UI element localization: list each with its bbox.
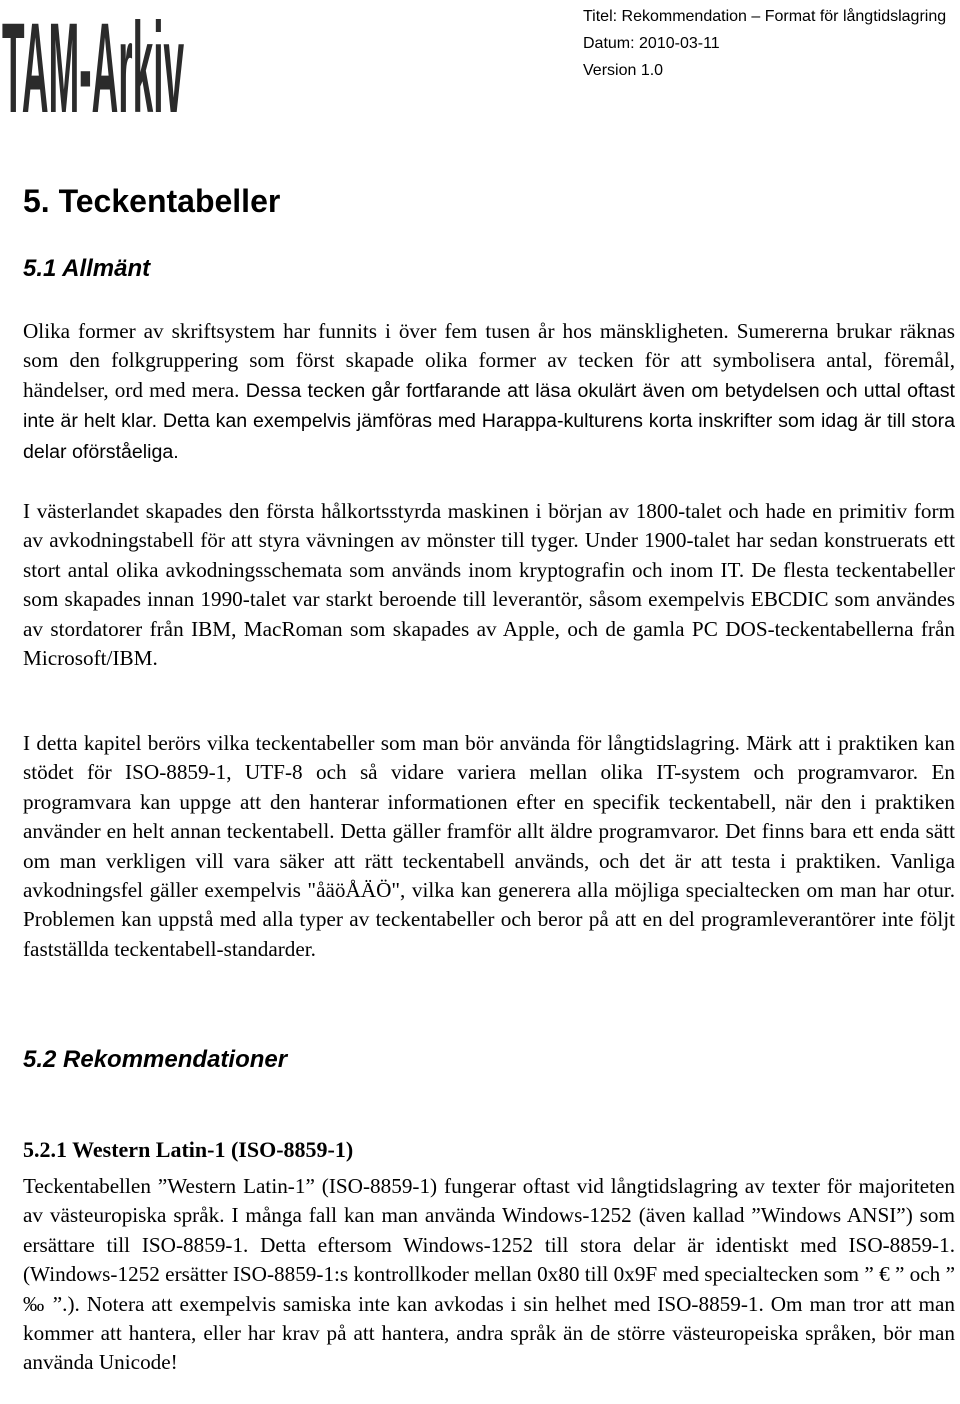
subsection-heading-5-1: 5.1 Allmänt bbox=[23, 255, 151, 282]
document-header bbox=[583, 3, 946, 84]
paragraph-4: Teckentabellen ”Western Latin-1” (ISO-8859-1) fungerar oftast vid långtidslagring av texter för majoriteten av västeuropiska språk. I många fall kan man använda Windows-1252 (även kallad ”Windows ANSI”) som ersättare till ISO-8859-1. Detta eftersom Windows-1252 till stora delar är identiskt med ISO-8859-1. (Windows-1252 ersätter ISO-8859-1:s kontrollkoder mellan 0x80 till 0x9F med specialtecken som ” € ” och ” ‰ ”.). Notera att exempelvis samiska inte kan avkodas i sin helhet med ISO-8859-1. Om man tror att man kommer att hantera, eller har krav på att hantera, andra språk än de större västeuropeiska språken, bör man använda Unicode! bbox=[23, 1174, 955, 1375]
logo-wordmark: TAM-Arkiv bbox=[2, 0, 184, 120]
paragraph-1-part-b: Dessa tecken går fortfarande att läsa okulärt även om betydelsen och uttal oftast inte är helt klar. bbox=[23, 379, 955, 433]
doc-title: Titel: Rekommendation – Format för långtidslagring bbox=[583, 8, 947, 25]
subsection-heading-5-2-1: 5.2.1 Western Latin-1 (ISO-8859-1) bbox=[23, 1137, 354, 1162]
paragraph-3: I detta kapitel berörs vilka teckentabeller som man bör använda för långtidslagring. Märk att i praktiken kan stödet för ISO-8859-1, UTF-8 och så vidare variera mellan olika IT-system och programvaror. En programvara kan uppge att den hanterar informationen efter en specifik teckentabell, när den i praktiken använder en helt annan teckentabell. Detta gäller framför allt äldre programvaror. Det finns bara ett enda sätt om man verkligen vill vara säker att rätt teckentabell används, och det är att testa i praktiken. Vanliga avkodningsfel gäller exempelvis "åäöÅÄÖ", vilka kan generera alla möjliga specialtecken om man har otur. Problemen kan uppstå med alla typer av teckentabeller och beror på att en del programleverantörer inte följt fastställda teckentabell-standarder. bbox=[23, 731, 955, 961]
paragraph-1-part-a: Olika former av skriftsystem har funnits i över fem tusen år hos mänskligheten. Sumererna brukar räknas som den folkgruppering som först skapade olika former av tecken för att symbolisera antal, föremål, händelser, ord med mera. bbox=[23, 319, 955, 402]
paragraph-2: I västerlandet skapades den första hålkortsstyrda maskinen i början av 1800-talet och hade en primitiv form av avkodningstabell för att styra vävningen av mönster till tyger. Under 1900-talet har sedan konstruerats ett stort antal olika avkodningsschemata som används inom kryptografin och inom IT. De flesta teckentabeller som skapades innan 1990-talet var starkt beroende till leverantör, såsom exempelvis EBCDIC som användes av stordatorer från IBM, MacRoman som skapades av Apple, och de gamla PC DOS-teckentabellerna från Microsoft/IBM. bbox=[23, 499, 955, 671]
subsection-heading-5-2: 5.2 Rekommendationer bbox=[23, 1046, 288, 1073]
section-heading: 5. Teckentabeller bbox=[23, 183, 281, 219]
paragraph-1 bbox=[23, 317, 955, 467]
doc-date: Datum: 2010-03-11 bbox=[583, 35, 720, 52]
doc-version: Version 1.0 bbox=[583, 62, 664, 79]
tam-arkiv-logo bbox=[0, 0, 390, 120]
paragraph-1-part-c: Detta kan exempelvis jämföras med Harappa-kulturens korta inskrifter som idag är till stora delar oförståeliga. bbox=[23, 410, 955, 463]
